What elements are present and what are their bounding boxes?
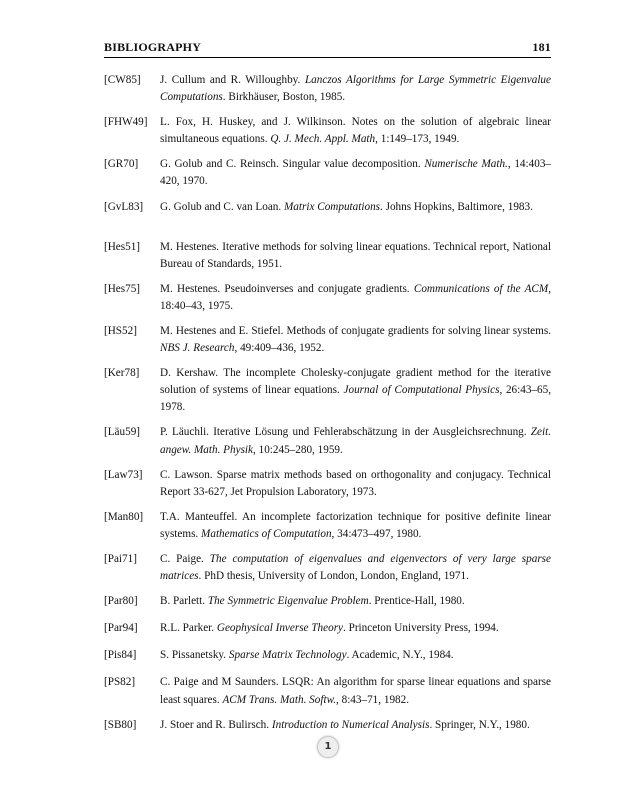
reference-key: [PS82] [104,676,136,689]
reference-entry [104,156,551,190]
reference-text [160,424,551,458]
section-title: BIBLIOGRAPHY [104,40,202,54]
reference-prefix: C. Paige and M Saunders. LSQR: An algorithm for sparse linear equations and sparse least squares. [160,676,551,706]
reference-entry [104,620,551,637]
reference-suffix: , 8:43–71, 1982. [336,693,410,706]
reference-key: [Man80] [104,510,144,523]
reference-key: [Hes75] [104,282,141,295]
page-header [104,40,551,58]
reference-key: [CW85] [104,74,141,86]
reference-prefix: G. Golub and C. van Loan. [160,200,284,213]
reference-title: Communications of the ACM [413,282,549,295]
reference-text [160,281,551,315]
reference-entry [104,199,551,231]
reference-prefix: M. Hestenes. Iterative methods for solving linear equations. Technical report, National Bureau of Standards, 1951. [160,240,551,270]
reference-entry [104,674,551,708]
reference-suffix: , 1:149–173, 1949. [375,133,460,146]
reference-suffix: . Prentice-Hall, 1980. [368,595,465,608]
reference-prefix: M. Hestenes and E. Stiefel. Methods of conjugate gradients for solving linear systems. [160,324,551,337]
reference-prefix: P. Läuchli. Iterative Lösung und Fehlerabschätzung in der Ausgleichsrechnung. [160,426,531,439]
reference-key: [GR70] [104,158,139,171]
reference-text [160,620,551,637]
reference-entry [104,647,551,664]
reference-prefix: C. Paige. [160,552,210,565]
reference-prefix: B. Parlett. [160,595,208,608]
reference-entry [104,509,551,543]
reference-title: Geophysical Inverse Theory [216,622,344,635]
reference-text [160,239,551,273]
reference-text [160,674,551,708]
reference-suffix: , 18:40–43, 1975. [160,282,552,312]
reference-key: [Ker78] [104,367,140,380]
reference-prefix: T.A. Manteuffel. An incomplete factorization technique for positive definite linear systems. [160,510,551,540]
reference-title: Introduction to Numerical Analysis [271,718,430,731]
reference-prefix: G. Golub and C. Reinsch. Singular value decomposition. [160,158,425,171]
reference-key: [Pis84] [104,649,137,662]
reference-entry [104,467,551,501]
reference-text [160,509,551,543]
reference-key: [Hes51] [104,240,141,253]
reference-entry [104,239,551,273]
reference-prefix: S. Pissanetsky. [160,649,229,662]
page-number: 181 [532,40,551,54]
reference-text [160,72,551,106]
reference-entry [104,323,551,357]
reference-suffix: . Princeton University Press, 1994. [343,622,499,635]
reference-text [160,593,551,610]
reference-key: [Par80] [104,595,138,608]
reference-entry [104,551,551,585]
reference-text [160,156,551,190]
reference-title: The computation of eigenvalues and eigenvectors of very large sparse matrices [160,552,551,583]
reference-suffix: , 26:43–65, 1978. [160,384,552,414]
reference-key: [GvL83] [104,200,144,213]
reference-suffix: , 49:409–436, 1952. [234,342,325,355]
reference-prefix: J. Cullum and R. Willoughby. [160,74,305,86]
reference-prefix: C. Lawson. Sparse matrix methods based on orthogonality and conjugacy. Technical Report 33-627, Jet Propulsion Laboratory, 1973. [160,468,551,498]
reference-title: Matrix Computations [283,200,381,213]
reference-text [160,199,551,216]
reference-text [160,467,551,501]
reference-text [160,717,551,734]
reference-key: [HS52] [104,324,137,337]
reference-suffix: . Birkhäuser, Boston, 1985. [222,91,346,104]
reference-title: Numerische Math. [424,158,508,171]
reference-suffix: , 34:473–497, 1980. [331,527,422,540]
reference-entry [104,72,551,106]
reference-text [160,365,551,416]
reference-text [160,551,551,585]
reference-key: [Läu59] [104,426,141,439]
reference-entry [104,281,551,315]
reference-suffix: , 14:403–420, 1970. [160,158,552,188]
reference-entry [104,424,551,458]
reference-entry [104,114,551,148]
reference-title: Zeit. angew. Math. Physik [160,426,551,456]
reference-suffix: . Springer, N.Y., 1980. [429,718,530,731]
reference-key: [Law73] [104,468,143,481]
reference-text [160,114,551,148]
reference-text [160,323,551,357]
reference-title: The Symmetric Eigenvalue Problem [207,595,369,608]
reference-key: [SB80] [104,718,137,731]
reference-suffix: . Academic, N.Y., 1984. [346,649,454,662]
reference-text [160,647,551,664]
reference-title: ACM Trans. Math. Softw. [222,693,336,706]
reference-suffix: . PhD thesis, University of London, London, England, 1971. [198,570,469,583]
reference-suffix: . Johns Hopkins, Baltimore, 1983. [380,200,533,213]
reference-entry [104,593,551,610]
reference-prefix: J. Stoer and R. Bulirsch. [160,718,272,731]
reference-title: Lanczos Algorithms for Large Symmetric Eigenvalue Computations [160,74,551,104]
reference-key: [Par94] [104,622,138,635]
page-marker-badge: 1 [317,736,339,758]
reference-entry [104,365,551,416]
reference-title: Sparse Matrix Technology [228,649,347,662]
reference-suffix: , 10:245–280, 1959. [253,443,343,456]
reference-key: [FHW49] [104,116,148,129]
reference-prefix: M. Hestenes. Pseudoinverses and conjugate gradients. [160,282,414,295]
reference-prefix: L. Fox, H. Huskey, and J. Wilkinson. Notes on the solution of algebraic linear simultaneous equations. [160,116,551,146]
reference-title: Q. J. Mech. Appl. Math [270,133,376,146]
reference-title: Mathematics of Computation [201,527,332,540]
reference-prefix: R.L. Parker. [160,622,217,635]
reference-prefix: D. Kershaw. The incomplete Cholesky-conjugate gradient method for the iterative solution of systems of linear equations. [160,367,551,397]
reference-key: [Pai71] [104,552,137,565]
reference-title: NBS J. Research [160,342,235,355]
reference-title: Journal of Computational Physics [343,384,500,397]
bibliography-list [104,72,551,757]
